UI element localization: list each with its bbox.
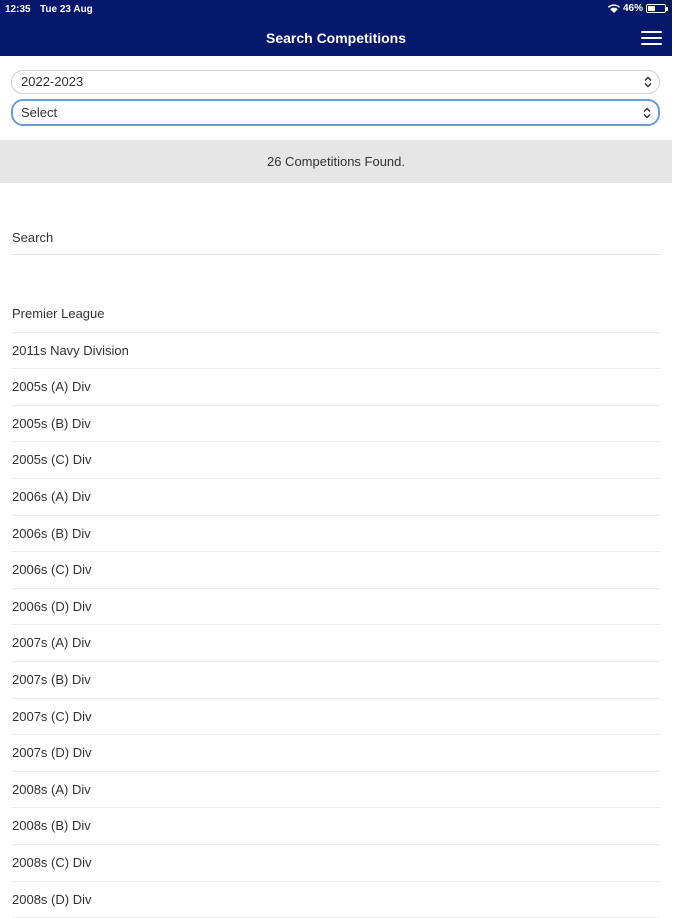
- competition-list-item[interactable]: 2006s (A) Div: [12, 479, 660, 516]
- competition-list-item[interactable]: 2007s (C) Div: [12, 699, 660, 736]
- competition-list-item[interactable]: 2005s (A) Div: [12, 369, 660, 406]
- status-date: Tue 23 Aug: [40, 4, 93, 15]
- results-count-bar: [0, 140, 672, 183]
- status-indicators: [608, 3, 666, 14]
- results-count: 26 Competitions Found.: [267, 154, 405, 169]
- competition-list-item[interactable]: 2008s (A) Div: [12, 772, 660, 809]
- competition-list-item[interactable]: 2007s (B) Div: [12, 662, 660, 699]
- season-select-value: 2022-2023: [21, 74, 83, 89]
- status-time: 12:35: [5, 4, 31, 15]
- competition-list-item[interactable]: 2011s Navy Division: [12, 333, 660, 370]
- competition-list-item[interactable]: 2008s (B) Div: [12, 808, 660, 845]
- season-select[interactable]: [11, 70, 660, 94]
- competition-list-item[interactable]: Premier League: [12, 296, 660, 333]
- competition-list-item[interactable]: 2005s (C) Div: [12, 442, 660, 479]
- competition-list-item[interactable]: 2006s (C) Div: [12, 552, 660, 589]
- battery-icon: [646, 4, 666, 13]
- competition-type-select-value: Select: [21, 105, 57, 120]
- competition-list: [12, 296, 660, 896]
- app-header: [0, 0, 672, 56]
- page-title: Search Competitions: [0, 30, 672, 46]
- updown-chevron-icon: [642, 106, 652, 119]
- hamburger-menu-icon[interactable]: [641, 31, 662, 46]
- competition-list-item[interactable]: 2005s (B) Div: [12, 406, 660, 443]
- competition-list-item[interactable]: 2006s (D) Div: [12, 589, 660, 626]
- search-link[interactable]: Search: [12, 230, 53, 245]
- competition-list-item[interactable]: 2008s (D) Div: [12, 882, 660, 918]
- updown-chevron-icon: [643, 76, 653, 89]
- wifi-icon: [608, 4, 620, 13]
- competition-list-item[interactable]: 2007s (D) Div: [12, 735, 660, 772]
- competition-type-select[interactable]: [11, 99, 660, 126]
- competition-list-item[interactable]: 2008s (C) Div: [12, 845, 660, 882]
- competition-list-item[interactable]: 2006s (B) Div: [12, 516, 660, 553]
- divider: [12, 254, 660, 255]
- battery-percent: 46%: [623, 3, 643, 14]
- competition-list-item[interactable]: 2007s (A) Div: [12, 625, 660, 662]
